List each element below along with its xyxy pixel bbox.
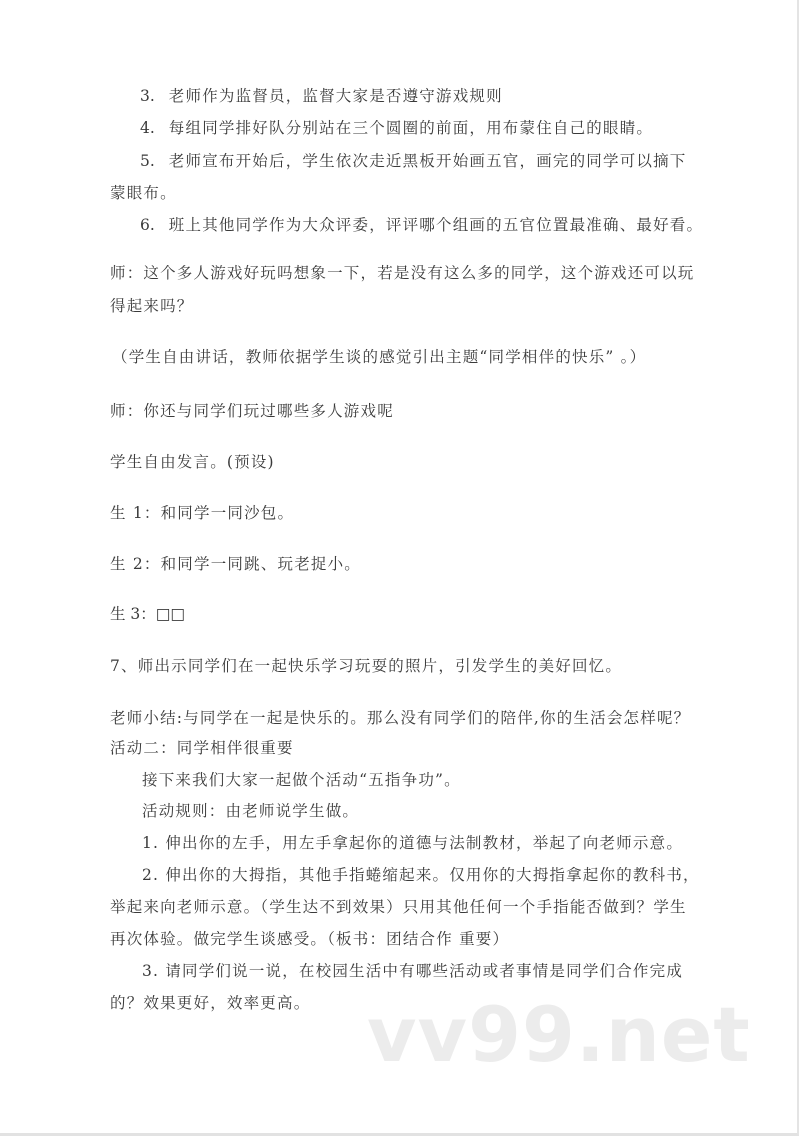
list-item-rule-5-continued: 蒙眼布。 bbox=[110, 184, 177, 202]
student-speech-intro: 学生自由发言。(预设) bbox=[110, 453, 275, 471]
list-item-rule-6 bbox=[140, 215, 703, 235]
item-text: 班上其他同学作为大众评委，评评哪个组画的五官位置最准确、最好看。 bbox=[168, 216, 704, 234]
teacher-prompt: 师：你还与同学们玩过哪些多人游戏呢 bbox=[110, 402, 394, 420]
activity-step-3-continued: 的？效果更好，效率更高。 bbox=[110, 994, 311, 1012]
student-answer-2: 生 2：和同学一同跳、玩老捉小。 bbox=[110, 555, 361, 573]
activity-step-3: 3. 请同学们说一说，在校园生活中有哪些活动或者事情是同学们合作完成 bbox=[142, 962, 684, 980]
teacher-question: 师：这个多人游戏好玩吗想象一下，若是没有这么多的同学，这个游戏还可以玩 bbox=[110, 264, 695, 282]
item-text: 老师作为监督员，监督大家是否遵守游戏规则 bbox=[168, 87, 503, 105]
teacher-question-continued: 得起来吗？ bbox=[110, 297, 194, 315]
item-text: 老师宣布开始后，学生依次走近黑板开始画五官，画完的同学可以摘下 bbox=[168, 152, 687, 170]
list-item-rule-4 bbox=[140, 118, 653, 138]
item-number: 3. bbox=[140, 87, 155, 105]
step-7: 7、师出示同学们在一起快乐学习玩耍的照片，引发学生的美好回忆。 bbox=[110, 657, 623, 675]
activity-rules: 活动规则：由老师说学生做。 bbox=[142, 802, 360, 820]
activity-step-2: 2. 伸出你的大拇指，其他手指蜷缩起来。仅用你的大拇指拿起你的教科书， bbox=[142, 866, 700, 884]
activity-2-heading: 活动二：同学相伴很重要 bbox=[110, 739, 294, 757]
student-answer-1: 生 1：和同学一同沙包。 bbox=[110, 504, 295, 522]
item-text: 每组同学排好队分别站在三个圆圈的前面，用布蒙住自己的眼睛。 bbox=[168, 119, 654, 137]
item-number: 4. bbox=[140, 119, 155, 137]
watermark-text: vv99.net bbox=[367, 990, 751, 1079]
teacher-summary: 老师小结:与同学在一起是快乐的。那么没有同学们的陪伴,你的生活会怎样呢？ bbox=[110, 709, 691, 727]
item-number: 5. bbox=[140, 152, 155, 170]
list-item-rule-5 bbox=[140, 151, 687, 171]
activity-step-2-continued-2: 再次体验。做完学生谈感受。（板书：团结合作 重要） bbox=[110, 930, 510, 948]
item-number: 6. bbox=[140, 216, 155, 234]
stage-direction: （学生自由讲话，教师依据学生谈的感觉引出主题“同学相伴的快乐” 。） bbox=[112, 348, 647, 366]
list-item-rule-3 bbox=[140, 86, 503, 106]
student-answer-3: 生 3：□□ bbox=[110, 605, 186, 623]
activity-step-1: 1. 伸出你的左手，用左手拿起你的道德与法制教材，举起了向老师示意。 bbox=[142, 834, 684, 852]
activity-intro: 接下来我们大家一起做个活动“五指争功”。 bbox=[142, 771, 461, 789]
activity-step-2-continued: 举起来向老师示意。（学生达不到效果）只用其他任何一个手指能否做到？学生 bbox=[110, 898, 687, 916]
